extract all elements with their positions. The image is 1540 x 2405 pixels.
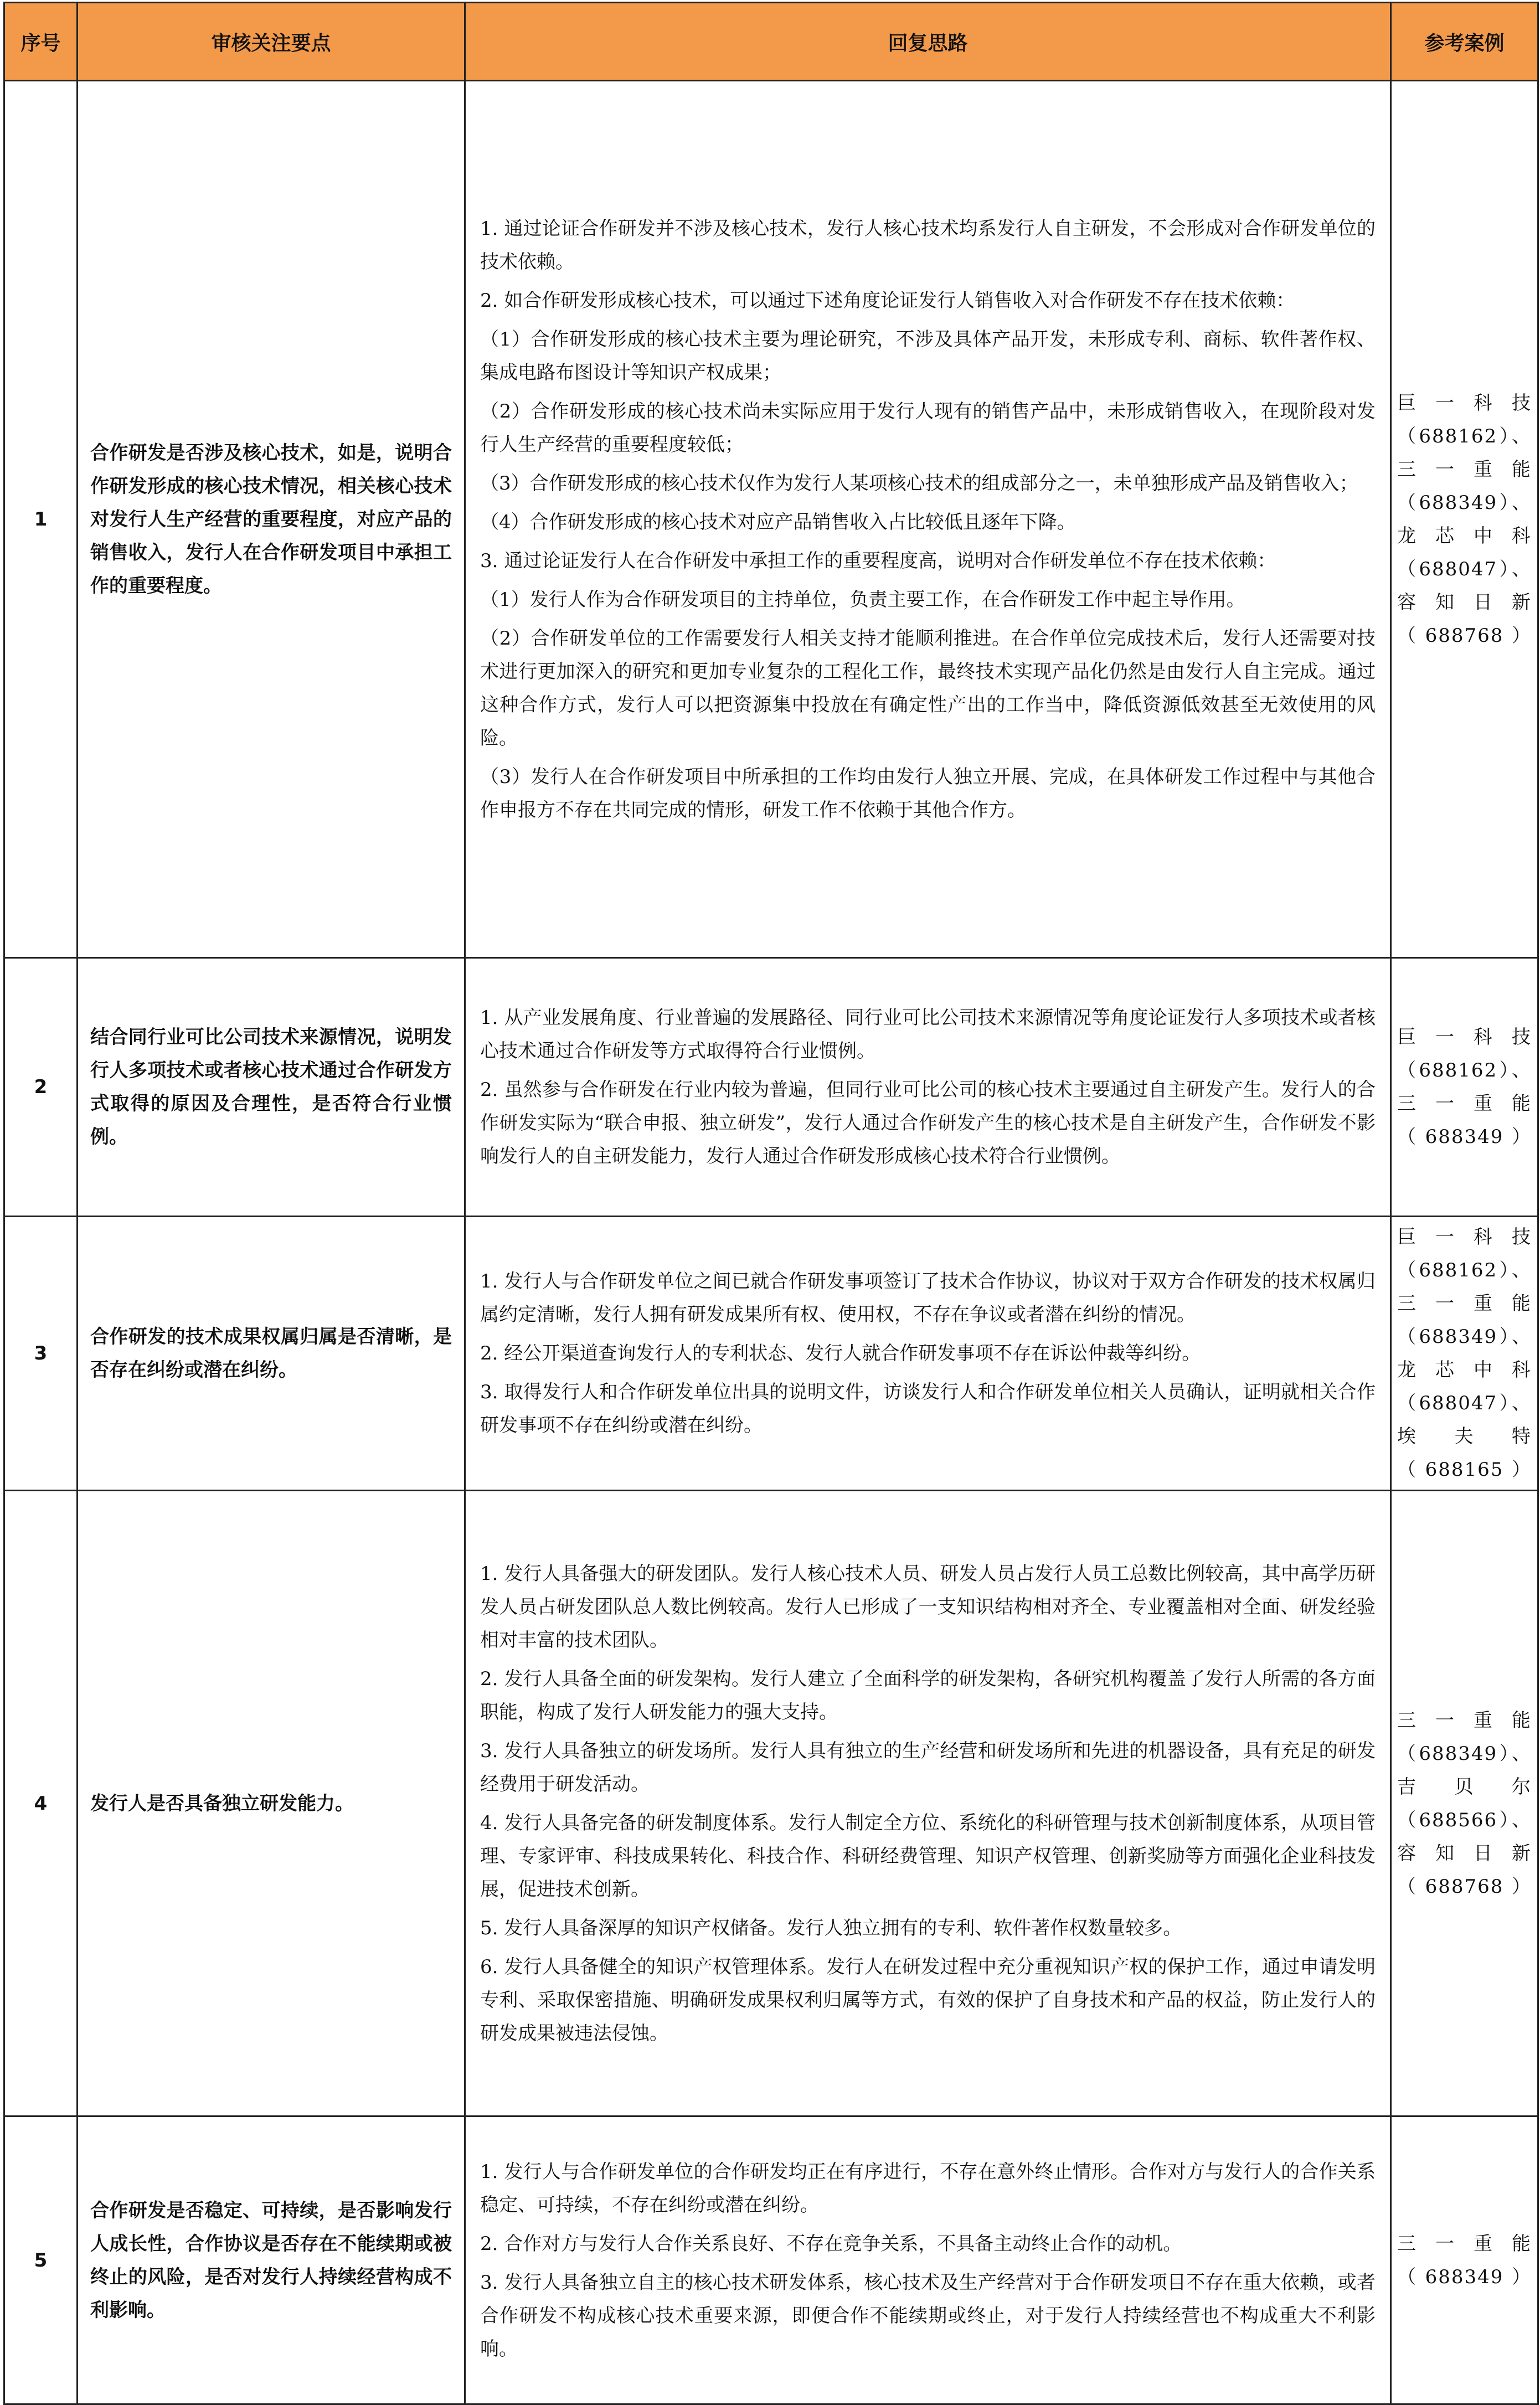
review-point: 结合同行业可比公司技术来源情况，说明发行人多项技术或者核心技术通过合作研发方式取得的原因及合理性，是否符合行业惯例。 bbox=[78, 958, 465, 1217]
case-code: （688349）、 bbox=[1397, 1326, 1532, 1348]
answer-paragraph: 2. 经公开渠道查询发行人的专利状态、发行人就合作研发事项不存在诉讼仲裁等纠纷。 bbox=[480, 1342, 1201, 1364]
case-code: （688162）、 bbox=[1397, 1059, 1532, 1082]
case-name: 龙芯中科 bbox=[1397, 1359, 1532, 1381]
answer-paragraph: （2）合作研发形成的核心技术尚未实际应用于发行人现有的销售产品中，未形成销售收入，在现阶段对发行人生产经营的重要程度较低； bbox=[480, 400, 1376, 456]
answer-paragraph: 1. 发行人具备强大的研发团队。发行人核心技术人员、研发人员占发行人员工总数比例较高，其中高学历研发人员占研发团队总人数比例较高。发行人已形成了一支知识结构相对齐全、专业覆盖相对全面、研发经验相对丰富的技术团队。 bbox=[480, 1562, 1376, 1651]
answer-paragraph: 2. 合作对方与发行人合作关系良好、不存在竞争关系，不具备主动终止合作的动机。 bbox=[480, 2232, 1182, 2255]
row-number: 3 bbox=[4, 1217, 78, 1491]
answer-paragraph: 2. 如合作研发形成核心技术，可以通过下述角度论证发行人销售收入对合作研发不存在技术依赖： bbox=[480, 289, 1295, 312]
case-name: 吉贝尔 bbox=[1397, 1775, 1532, 1798]
case-code: （688047）、 bbox=[1397, 1392, 1532, 1414]
case-code: （688162）、 bbox=[1397, 425, 1532, 447]
table-body bbox=[4, 81, 1538, 2404]
table-row bbox=[4, 1217, 1538, 1491]
answer-cell bbox=[465, 2116, 1391, 2404]
table-row bbox=[4, 1491, 1538, 2116]
answer-paragraph: 1. 通过论证合作研发并不涉及核心技术，发行人核心技术均系发行人自主研发，不会形成对合作研发单位的技术依赖。 bbox=[480, 217, 1376, 273]
answer-paragraph: 2. 发行人具备全面的研发架构。发行人建立了全面科学的研发架构，各研究机构覆盖了发行人所需的各方面职能，构成了发行人研发能力的强大支持。 bbox=[480, 1667, 1376, 1723]
answer-paragraph: （1）合作研发形成的核心技术主要为理论研究，不涉及具体产品开发，未形成专利、商标、软件著作权、集成电路布图设计等知识产权成果； bbox=[480, 328, 1376, 384]
case-name: 埃夫特 bbox=[1397, 1425, 1532, 1448]
case-code: （688349）、 bbox=[1397, 491, 1532, 514]
case-name: 三一重能 bbox=[1397, 2232, 1532, 2255]
case-name: 巨一科技 bbox=[1397, 1026, 1532, 1048]
case-code: （688768） bbox=[1397, 624, 1532, 647]
answer-cell bbox=[465, 1491, 1391, 2116]
case-code: （688165） bbox=[1397, 1459, 1532, 1481]
answer-paragraph: 2. 虽然参与合作研发在行业内较为普遍，但同行业可比公司的核心技术主要通过自主研发产生。发行人的合作研发实际为“联合申报、独立研发”，发行人通过合作研发产生的核心技术是自主研发产生，合作研发不影响发行人的自主研发能力，发行人通过合作研发形成核心技术符合行业惯例。 bbox=[480, 1079, 1376, 1167]
table-row bbox=[4, 2116, 1538, 2404]
answer-paragraph: （3）发行人在合作研发项目中所承担的工作均由发行人独立开展、完成，在具体研发工作过程中与其他合作申报方不存在共同完成的情形，研发工作不依赖于其他合作方。 bbox=[480, 765, 1376, 821]
answer-paragraph: 3. 取得发行人和合作研发单位出具的说明文件，访谈发行人和合作研发单位相关人员确认，证明就相关合作研发事项不存在纠纷或潜在纠纷。 bbox=[480, 1381, 1376, 1436]
row-number: 4 bbox=[4, 1491, 78, 2116]
answer-paragraph: 3. 发行人具备独立的研发场所。发行人具有独立的生产经营和研发场所和先进的机器设备，具有充足的研发经费用于研发活动。 bbox=[480, 1739, 1376, 1795]
header-no: 序号 bbox=[4, 3, 78, 81]
review-point: 合作研发是否稳定、可持续，是否影响发行人成长性，合作协议是否存在不能续期或被终止的风险，是否对发行人持续经营构成不利影响。 bbox=[78, 2116, 465, 2404]
answer-paragraph: 3. 发行人具备独立自主的核心技术研发体系，核心技术及生产经营对于合作研发项目不存在重大依赖，或者合作研发不构成核心技术重要来源，即便合作不能续期或终止，对于发行人持续经营也不构成重大不利影响。 bbox=[480, 2271, 1376, 2360]
header-cases: 参考案例 bbox=[1391, 3, 1538, 81]
row-number: 5 bbox=[4, 2116, 78, 2404]
header-row bbox=[4, 3, 1538, 81]
case-name: 三一重能 bbox=[1397, 1093, 1532, 1115]
case-code: （688047）、 bbox=[1397, 558, 1532, 580]
case-name: 三一重能 bbox=[1397, 458, 1532, 481]
case-code: （688349）、 bbox=[1397, 1742, 1532, 1765]
review-point: 合作研发是否涉及核心技术，如是，说明合作研发形成的核心技术情况，相关核心技术对发行人生产经营的重要程度，对应产品的销售收入，发行人在合作研发项目中承担工作的重要程度。 bbox=[78, 81, 465, 958]
table-row bbox=[4, 958, 1538, 1217]
review-table bbox=[3, 2, 1539, 2405]
reference-cases bbox=[1391, 1217, 1538, 1491]
answer-cell bbox=[465, 1217, 1391, 1491]
case-name: 龙芯中科 bbox=[1397, 524, 1532, 547]
answer-paragraph: （4）合作研发形成的核心技术对应产品销售收入占比较低且逐年下降。 bbox=[480, 511, 1076, 533]
answer-paragraph: （3）合作研发形成的核心技术仅作为发行人某项核心技术的组成部分之一，未单独形成产品及销售收入； bbox=[480, 472, 1358, 495]
row-number: 2 bbox=[4, 958, 78, 1217]
case-code: （688349） bbox=[1397, 2265, 1532, 2288]
case-code: （688566）、 bbox=[1397, 1809, 1532, 1831]
case-name: 三一重能 bbox=[1397, 1292, 1532, 1315]
header-point: 审核关注要点 bbox=[78, 3, 465, 81]
reference-cases bbox=[1391, 958, 1538, 1217]
answer-paragraph: 3. 通过论证发行人在合作研发中承担工作的重要程度高，说明对合作研发单位不存在技术依赖： bbox=[480, 549, 1276, 572]
reference-cases bbox=[1391, 1491, 1538, 2116]
header-answer: 回复思路 bbox=[465, 3, 1391, 81]
answer-paragraph: 6. 发行人具备健全的知识产权管理体系。发行人在研发过程中充分重视知识产权的保护工作，通过申请发明专利、采取保密措施、明确研发成果权利归属等方式，有效的保护了自身技术和产品的权益，防止发行人的研发成果被违法侵蚀。 bbox=[480, 1955, 1376, 2044]
case-name: 巨一科技 bbox=[1397, 392, 1532, 414]
case-name: 巨一科技 bbox=[1397, 1226, 1532, 1248]
case-code: （688768） bbox=[1397, 1875, 1532, 1898]
review-point: 发行人是否具备独立研发能力。 bbox=[78, 1491, 465, 2116]
review-point: 合作研发的技术成果权属归属是否清晰，是否存在纠纷或潜在纠纷。 bbox=[78, 1217, 465, 1491]
answer-paragraph: （1）发行人作为合作研发项目的主持单位，负责主要工作，在合作研发工作中起主导作用。 bbox=[480, 588, 1245, 611]
row-number: 1 bbox=[4, 81, 78, 958]
table-row bbox=[4, 81, 1538, 958]
answer-cell bbox=[465, 81, 1391, 958]
answer-cell bbox=[465, 958, 1391, 1217]
reference-cases bbox=[1391, 81, 1538, 958]
answer-paragraph: 4. 发行人具备完备的研发制度体系。发行人制定全方位、系统化的科研管理与技术创新制度体系，从项目管理、专家评审、科技成果转化、科技合作、科研经费管理、知识产权管理、创新奖励等方面强化企业科技发展，促进技术创新。 bbox=[480, 1811, 1376, 1901]
reference-cases bbox=[1391, 2116, 1538, 2404]
answer-paragraph: 1. 发行人与合作研发单位之间已就合作研发事项签订了技术合作协议，协议对于双方合作研发的技术权属归属约定清晰，发行人拥有研发成果所有权、使用权，不存在争议或者潜在纠纷的情况。 bbox=[480, 1270, 1376, 1326]
answer-paragraph: （2）合作研发单位的工作需要发行人相关支持才能顺利推进。在合作单位完成技术后，发行人还需要对技术进行更加深入的研究和更加专业复杂的工程化工作，最终技术实现产品化仍然是由发行人自主完成。通过这种合作方式，发行人可以把资源集中投放在有确定性产出的工作当中，降低资源低效甚至无效使用的风险。 bbox=[480, 627, 1376, 749]
answer-paragraph: 5. 发行人具备深厚的知识产权储备。发行人独立拥有的专利、软件著作权数量较多。 bbox=[480, 1917, 1182, 1939]
case-name: 容知日新 bbox=[1397, 591, 1532, 614]
answer-paragraph: 1. 发行人与合作研发单位的合作研发均正在有序进行，不存在意外终止情形。合作对方与发行人的合作关系稳定、可持续，不存在纠纷或潜在纠纷。 bbox=[480, 2160, 1376, 2216]
case-code: （688349） bbox=[1397, 1126, 1532, 1148]
answer-paragraph: 1. 从产业发展角度、行业普遍的发展路径、同行业可比公司技术来源情况等角度论证发行人多项技术或者核心技术通过合作研发等方式取得符合行业惯例。 bbox=[480, 1007, 1376, 1062]
case-name: 容知日新 bbox=[1397, 1842, 1532, 1865]
case-name: 三一重能 bbox=[1397, 1709, 1532, 1732]
case-code: （688162）、 bbox=[1397, 1259, 1532, 1281]
